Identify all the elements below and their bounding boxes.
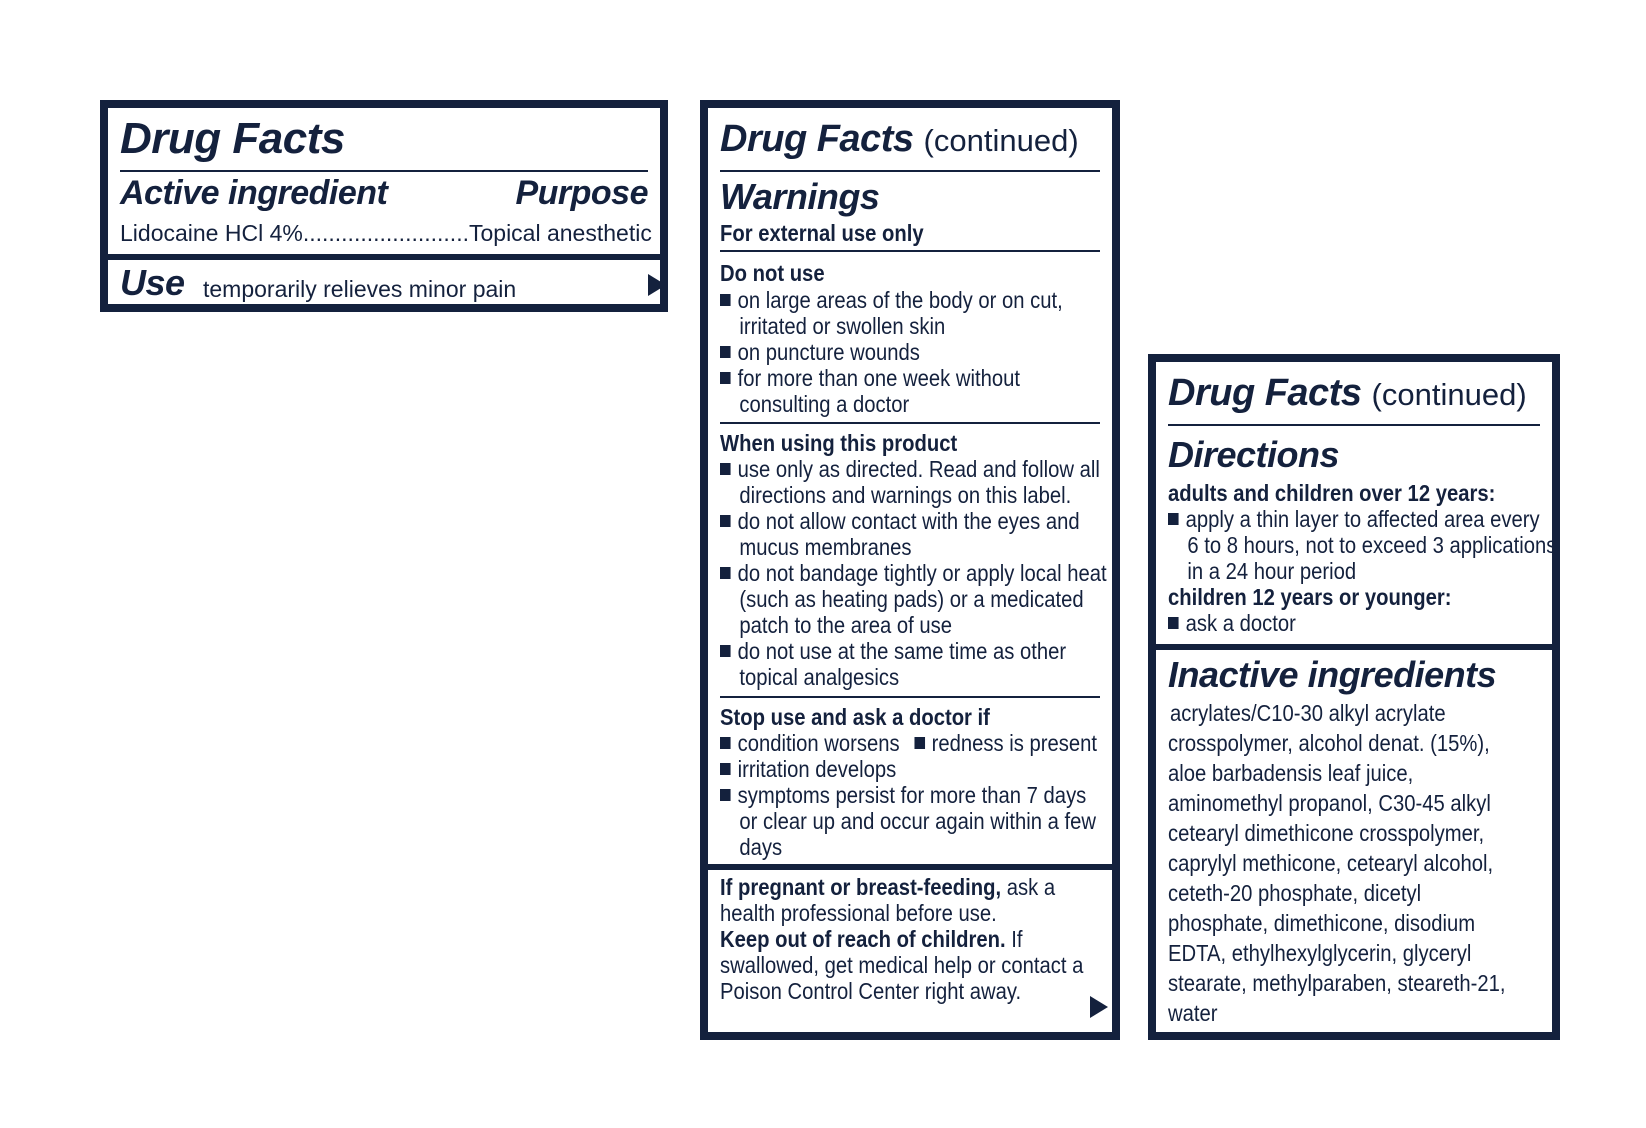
do-not-use-rule [720, 422, 1100, 424]
keep-out-bold: Keep out of reach of children. [720, 926, 1006, 952]
drug-facts-panel-2 [700, 100, 1120, 1040]
panel-3-title-rule [1168, 424, 1540, 426]
when-using-item: do not allow contact with the eyes and [720, 508, 1080, 534]
stop-use-item: symptoms persist for more than 7 days [720, 782, 1086, 808]
purpose-header: Purpose [515, 174, 648, 212]
inactive-ingredients-line: EDTA, ethylhexylglycerin, glyceryl [1168, 940, 1472, 966]
panel-1-title-rule [120, 170, 648, 172]
ingredient-leader-dots: .......................... [302, 220, 469, 246]
panel-3-title-text: Drug Facts [1168, 372, 1362, 414]
when-using-item: do not use at the same time as other [720, 638, 1066, 664]
directions-title: Directions [1168, 434, 1340, 475]
directions-item-cont: 6 to 8 hours, not to exceed 3 applications [1187, 532, 1557, 558]
when-using-heading: When using this product [720, 430, 958, 456]
stop-use-item: redness is present [914, 730, 1097, 756]
use-text: temporarily relieves minor pain [203, 276, 517, 302]
panel-1-title: Drug Facts [120, 114, 345, 163]
directions-item: apply a thin layer to affected area every [1168, 506, 1540, 532]
external-use-only: For external use only [720, 220, 924, 246]
ingredient-name: Lidocaine HCl 4% [120, 220, 303, 246]
inactive-ingredients-line: caprylyl methicone, cetearyl alcohol, [1168, 850, 1494, 876]
do-not-use-item: on large areas of the body or on cut, [720, 287, 1063, 313]
directions-item-cont: in a 24 hour period [1187, 558, 1357, 584]
use-title: Use [120, 262, 185, 303]
panel-3-continued: (continued) [1371, 377, 1527, 412]
inactive-ingredients-line: acrylates/C10-30 alkyl acrylate [1170, 700, 1446, 726]
inactive-ingredients-line: phosphate, dimethicone, disodium [1168, 910, 1476, 936]
when-using-item-cont: (such as heating pads) or a medicated [739, 586, 1084, 612]
warnings-title: Warnings [720, 176, 880, 217]
continue-arrow-icon [648, 274, 666, 296]
panel-1-use-rule [108, 254, 660, 260]
keep-out-line [720, 926, 1023, 952]
inactive-ingredients-title: Inactive ingredients [1168, 654, 1497, 695]
when-using-item: use only as directed. Read and follow all [720, 456, 1100, 482]
when-using-item-cont: patch to the area of use [739, 612, 953, 638]
stop-use-heading: Stop use and ask a doctor if [720, 704, 990, 730]
drug-facts-panel-3 [1148, 354, 1560, 1040]
when-using-item-cont: directions and warnings on this label. [739, 482, 1072, 508]
stop-use-item-cont: days [739, 834, 783, 860]
stop-use-item-cont: or clear up and occur again within a few [739, 808, 1097, 834]
continue-arrow-icon [1090, 996, 1108, 1018]
inactive-ingredients-line: cetearyl dimethicone crosspolymer, [1168, 820, 1485, 846]
panel-2-continued: (continued) [923, 123, 1079, 158]
when-using-item: do not bandage tightly or apply local heat [720, 560, 1107, 586]
pregnant-line [720, 874, 1055, 900]
do-not-use-item-cont: irritated or swollen skin [739, 313, 946, 339]
drug-facts-panel-1 [100, 100, 668, 312]
keep-out-line-3: Poison Control Center right away. [720, 978, 1022, 1004]
panel-3-title [1168, 372, 1527, 415]
stop-use-row [720, 730, 1097, 756]
panel-2-title-text: Drug Facts [720, 118, 914, 160]
when-using-rule [720, 696, 1100, 698]
panel-2-title [720, 118, 1079, 161]
active-ingredient-header: Active ingredient [120, 174, 388, 212]
ingredient-purpose: Topical anesthetic [468, 220, 652, 246]
directions-rule [1156, 644, 1552, 650]
directions-item: ask a doctor [1168, 610, 1296, 636]
inactive-ingredients-line: aloe barbadensis leaf juice, [1168, 760, 1414, 786]
do-not-use-item-cont: consulting a doctor [739, 391, 910, 417]
warnings-rule [720, 250, 1100, 252]
keep-out-text: If [1005, 926, 1023, 952]
stop-use-item: irritation develops [720, 756, 896, 782]
keep-out-line-2: swallowed, get medical help or contact a [720, 952, 1084, 978]
inactive-ingredients-line: aminomethyl propanol, C30-45 alkyl [1168, 790, 1491, 816]
pregnant-line-2: health professional before use. [720, 900, 997, 926]
do-not-use-item: on puncture wounds [720, 339, 920, 365]
when-using-item-cont: mucus membranes [739, 534, 912, 560]
panel-2-title-rule [720, 170, 1100, 172]
adults-heading: adults and children over 12 years: [1168, 480, 1496, 506]
stop-use-item: condition worsens [720, 730, 900, 756]
do-not-use-heading: Do not use [720, 260, 825, 286]
do-not-use-item: for more than one week without [720, 365, 1020, 391]
when-using-item-cont: topical analgesics [739, 664, 900, 690]
pregnant-bold: If pregnant or breast-feeding, [720, 874, 1002, 900]
children-heading: children 12 years or younger: [1168, 584, 1452, 610]
pregnant-text: ask a [1001, 874, 1056, 900]
ingredient-row [120, 220, 652, 247]
inactive-ingredients-line: stearate, methylparaben, steareth-21, [1168, 970, 1506, 996]
stop-use-rule [708, 864, 1112, 870]
inactive-ingredients-line: crosspolymer, alcohol denat. (15%), [1168, 730, 1490, 756]
inactive-ingredients-line: ceteth-20 phosphate, dicetyl [1168, 880, 1422, 906]
inactive-ingredients-line: water [1168, 1000, 1218, 1026]
